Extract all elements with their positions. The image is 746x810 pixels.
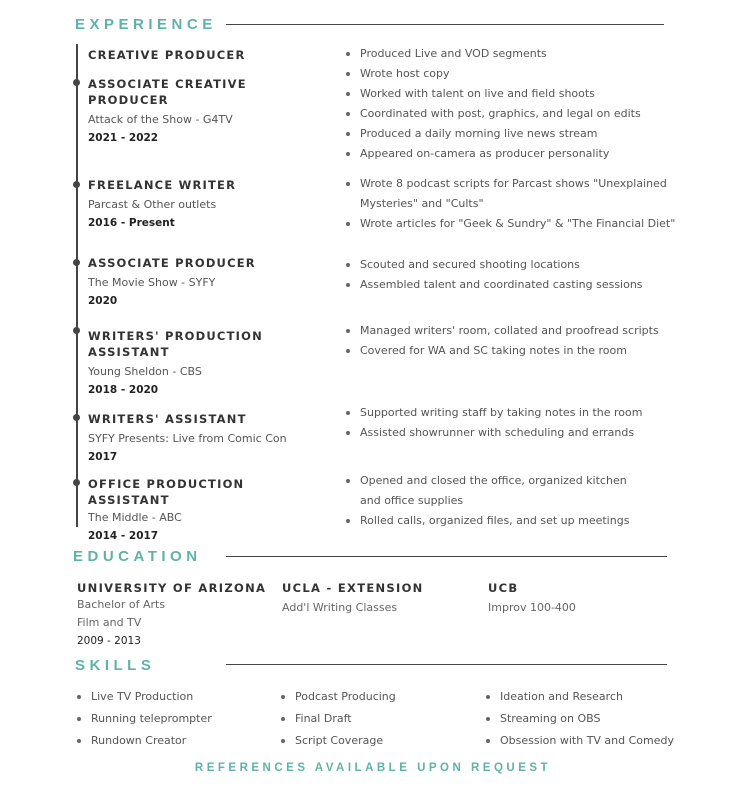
- bullet-item: Rolled calls, organized files, and set up meetings: [346, 511, 646, 531]
- bullet-item: Covered for WA and SC taking notes in the room: [346, 341, 676, 361]
- school-name: UCB: [488, 581, 519, 595]
- bullet-item: Assisted showrunner with scheduling and errands: [346, 423, 676, 443]
- job-company: SYFY Presents: Live from Comic Con: [88, 432, 287, 445]
- education-item-ucla: [282, 580, 472, 617]
- bullet-item: Wrote articles for "Geek & Sundry" & "The Financial Diet": [346, 214, 676, 234]
- bullet-item: Wrote 8 podcast scripts for Parcast shows "Unexplained Mysteries" and "Cults": [346, 174, 676, 214]
- degree-line: Improv 100-400: [488, 601, 576, 614]
- skill-item: Final Draft: [281, 708, 396, 730]
- job-freelance-writer: [88, 177, 328, 232]
- job-bullets-freelance-writer: [346, 174, 676, 234]
- job-bullets-associate-producer: [346, 255, 676, 295]
- job-dates: 2017: [88, 451, 118, 463]
- timeline-dot: [73, 181, 80, 188]
- job-title: ASSOCIATE CREATIVE PRODUCER: [88, 77, 247, 107]
- job-office-production-assistant: [88, 476, 328, 545]
- job-creative-producer: [88, 47, 328, 63]
- school-dates: 2009 - 2013: [77, 635, 141, 647]
- job-dates: 2014 - 2017: [88, 530, 159, 542]
- skill-item: Script Coverage: [281, 730, 396, 752]
- experience-heading: EXPERIENCE: [75, 16, 217, 33]
- skill-item: Obsession with TV and Comedy: [486, 730, 674, 752]
- education-divider: [226, 556, 667, 557]
- job-company: Attack of the Show - G4TV: [88, 113, 233, 126]
- timeline-dot: [73, 259, 80, 266]
- job-bullets-office-production-assistant: [346, 471, 646, 531]
- job-title: ASSOCIATE PRODUCER: [88, 256, 256, 270]
- bullet-item: Appeared on-camera as producer personality: [346, 144, 676, 164]
- bullet-item: Wrote host copy: [346, 64, 676, 84]
- timeline-dot: [73, 327, 80, 334]
- experience-timeline: [76, 44, 78, 527]
- job-bullets-writers-production-assistant: [346, 321, 676, 361]
- job-associate-creative-producer: [88, 76, 328, 147]
- timeline-dot: [73, 414, 80, 421]
- job-dates: 2020: [88, 295, 118, 307]
- bullet-item: Managed writers' room, collated and proofread scripts: [346, 321, 676, 341]
- skills-column: [281, 686, 396, 752]
- education-item-ucb: [488, 580, 678, 617]
- job-dates: 2018 - 2020: [88, 384, 159, 396]
- job-company: Young Sheldon - CBS: [88, 365, 202, 378]
- job-title: WRITERS' PRODUCTION ASSISTANT: [88, 329, 263, 359]
- skill-item: Running teleprompter: [77, 708, 212, 730]
- skill-item: Live TV Production: [77, 686, 212, 708]
- skill-item: Podcast Producing: [281, 686, 396, 708]
- skills-column: [486, 686, 674, 752]
- school-name: UCLA - EXTENSION: [282, 581, 424, 595]
- job-title: CREATIVE PRODUCER: [88, 48, 246, 62]
- job-dates: 2021 - 2022: [88, 132, 159, 144]
- job-title: FREELANCE WRITER: [88, 178, 237, 192]
- skill-item: Ideation and Research: [486, 686, 674, 708]
- experience-divider: [226, 24, 664, 25]
- bullet-item: Coordinated with post, graphics, and legal on edits: [346, 104, 676, 124]
- bullet-item: Produced a daily morning live news stream: [346, 124, 676, 144]
- bullet-item: Assembled talent and coordinated casting sessions: [346, 275, 676, 295]
- bullet-item: Supported writing staff by taking notes in the room: [346, 403, 676, 423]
- bullet-item: Worked with talent on live and field shoots: [346, 84, 676, 104]
- job-bullets-writers-assistant: [346, 403, 676, 443]
- skills-column: [77, 686, 212, 752]
- job-company: Parcast & Other outlets: [88, 198, 217, 211]
- education-heading: EDUCATION: [73, 548, 202, 565]
- job-bullets-associate-creative-producer: [346, 44, 676, 164]
- job-associate-producer: [88, 255, 328, 310]
- timeline-dot: [73, 79, 80, 86]
- skill-item: Streaming on OBS: [486, 708, 674, 730]
- degree-line: Add'l Writing Classes: [282, 601, 398, 614]
- timeline-dot: [73, 479, 80, 486]
- job-title: WRITERS' ASSISTANT: [88, 412, 247, 426]
- degree-line: Film and TV: [77, 616, 142, 629]
- job-company: The Movie Show - SYFY: [88, 276, 216, 289]
- bullet-item: Scouted and secured shooting locations: [346, 255, 676, 275]
- skills-heading: SKILLS: [75, 657, 156, 674]
- bullet-item: Opened and closed the office, organized kitchen and office supplies: [346, 471, 646, 511]
- education-item-arizona: [77, 580, 267, 650]
- bullet-item: Produced Live and VOD segments: [346, 44, 676, 64]
- job-company: The Middle - ABC: [88, 511, 182, 524]
- skill-item: Rundown Creator: [77, 730, 212, 752]
- job-dates: 2016 - Present: [88, 217, 175, 229]
- school-name: UNIVERSITY OF ARIZONA: [77, 581, 267, 595]
- skills-divider: [226, 664, 667, 665]
- job-writers-assistant: [88, 411, 328, 466]
- job-writers-production-assistant: [88, 328, 288, 399]
- job-title: OFFICE PRODUCTION ASSISTANT: [88, 477, 245, 507]
- degree-line: Bachelor of Arts: [77, 598, 166, 611]
- references-footer: REFERENCES AVAILABLE UPON REQUEST: [194, 762, 552, 774]
